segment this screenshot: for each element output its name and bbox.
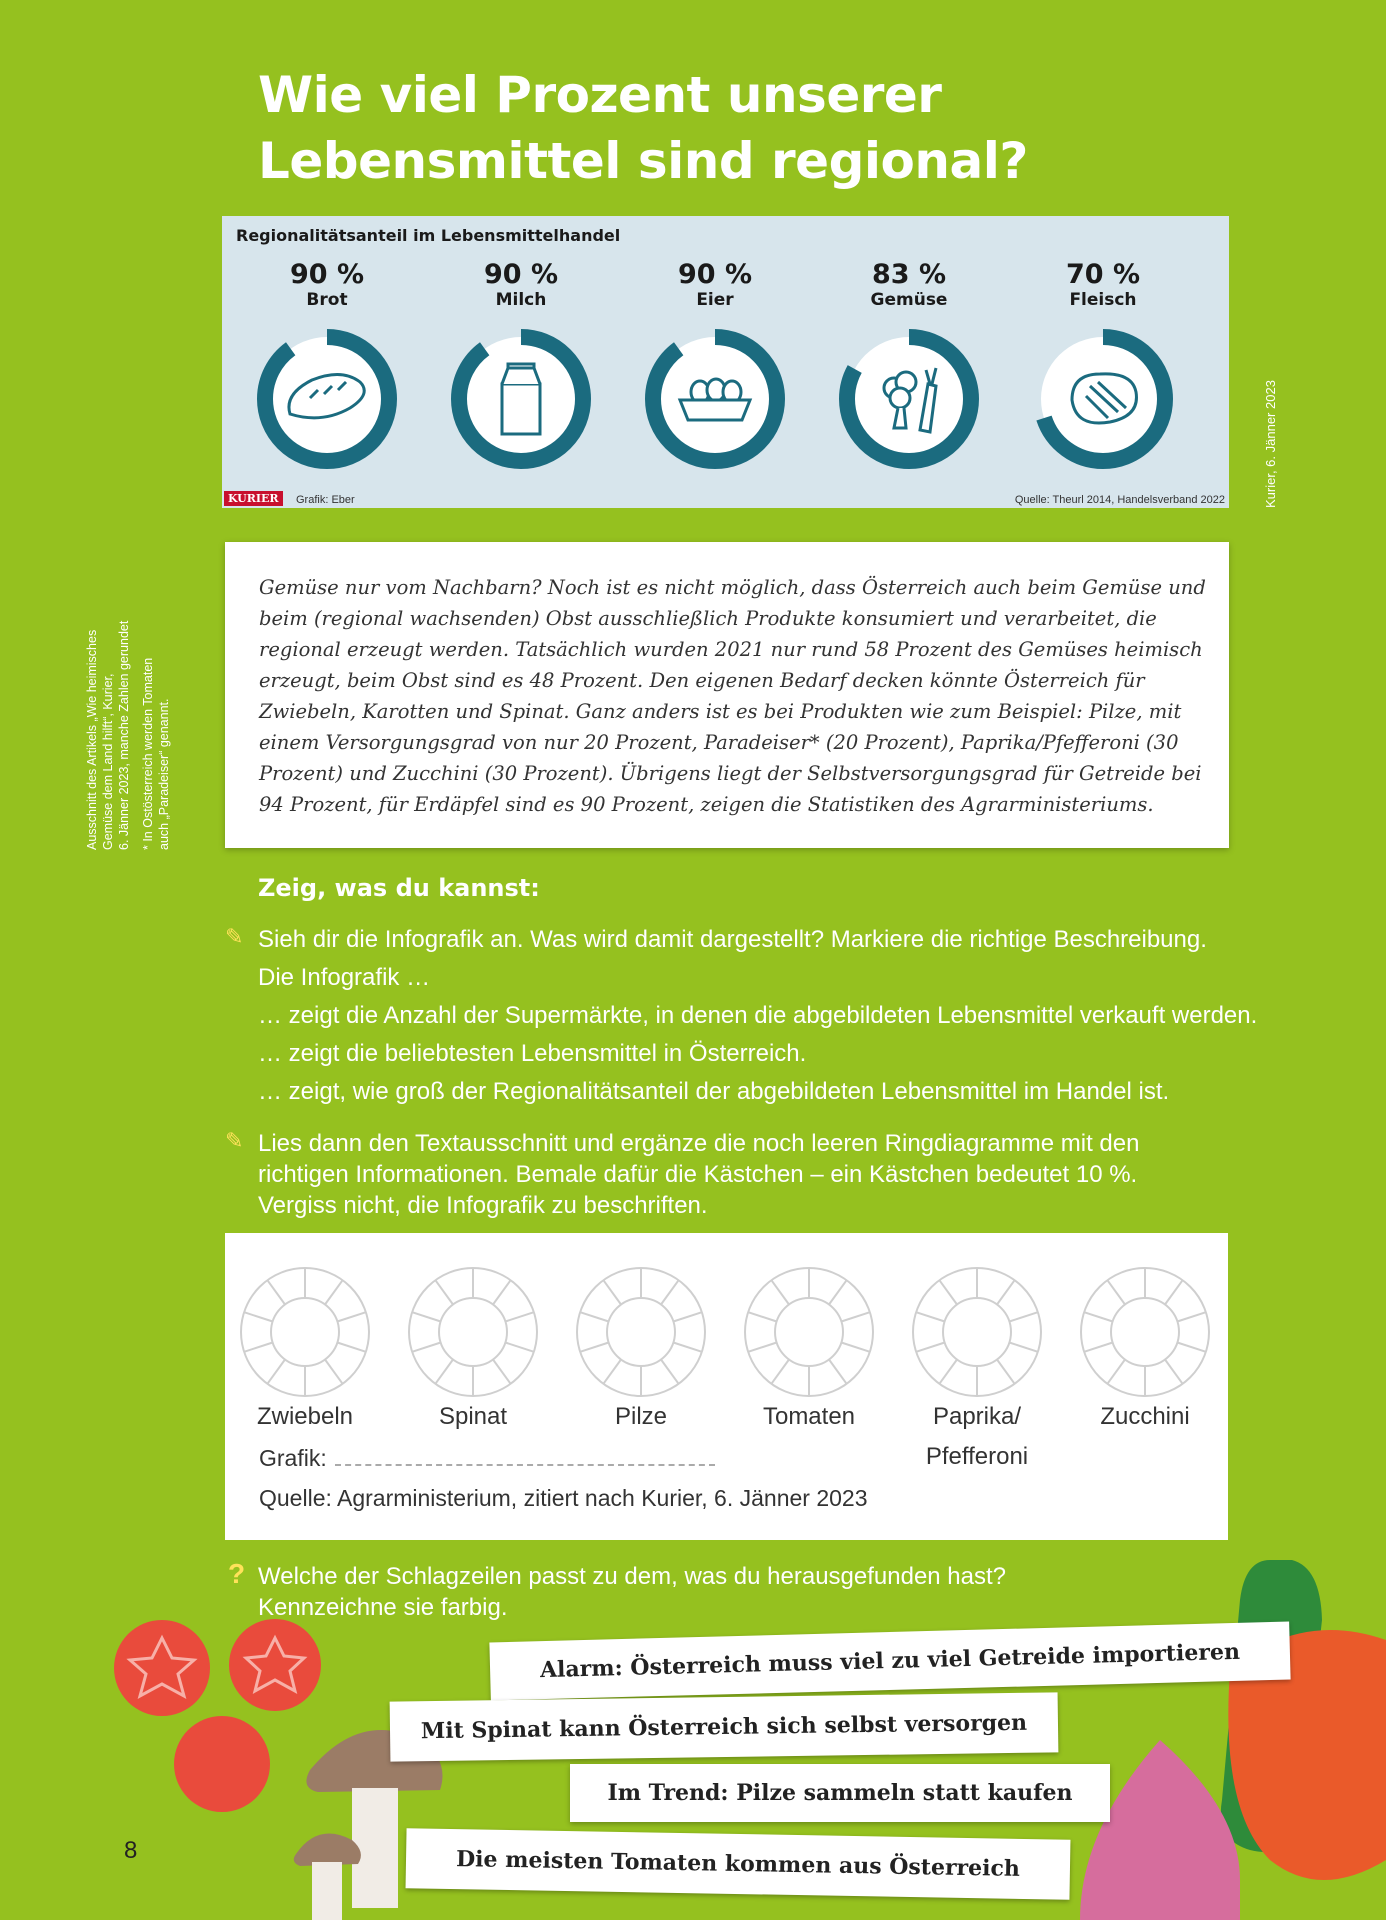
ring-segment-divider (412, 1343, 441, 1352)
ring-segment-divider (435, 1360, 453, 1384)
ring-segment-divider (1009, 1312, 1038, 1321)
ring-segment-divider (337, 1343, 366, 1352)
side-note-line: auch „Paradeiser“ genannt. (157, 698, 171, 850)
ring-segment-divider (1165, 1280, 1183, 1304)
side-note-line: 6. Jänner 2023, manche Zahlen gerundet (117, 620, 131, 850)
ring-milch (436, 260, 606, 474)
task2-line3: Vergiss nicht, die Infografik zu beschriften. (258, 1192, 708, 1219)
page-number: 8 (124, 1837, 138, 1864)
ring-segment-divider (1009, 1343, 1038, 1352)
ring-eier (630, 260, 800, 474)
ring-segment-divider (435, 1280, 453, 1304)
ring-name (897, 1397, 1057, 1477)
ring-segment-divider (603, 1360, 621, 1384)
ring-name-line1: Paprika/ (932, 1403, 1022, 1430)
task2-line2: richtigen Informationen. Bemale dafür die Kästchen – ein Kästchen bedeutet 10 %. (258, 1161, 1138, 1188)
empty-ring-pilze[interactable] (574, 1265, 708, 1399)
quelle-line: Quelle: Agrarministerium, zitiert nach Kurier, 6. Jänner 2023 (259, 1485, 868, 1511)
ring-segment-divider (829, 1280, 847, 1304)
source-credit: Quelle: Theurl 2014, Handelsverband 2022 (1014, 494, 1225, 506)
ring-segment-divider (493, 1360, 511, 1384)
ring-segment-divider (748, 1343, 777, 1352)
pencil-icon: ✎ (225, 1128, 244, 1153)
empty-ring-zwiebeln[interactable] (238, 1265, 372, 1399)
ring-segment-divider (337, 1312, 366, 1321)
kurier-logo: KURIER (224, 491, 283, 506)
ring-segment-divider (916, 1343, 945, 1352)
ring-segment-divider (412, 1312, 441, 1321)
ring-segment-divider (580, 1312, 609, 1321)
ring-percent: 90 % (483, 259, 559, 290)
ring-segment-divider (939, 1280, 957, 1304)
ring-segment-divider (493, 1280, 511, 1304)
question-icon: ? (228, 1558, 246, 1589)
ring-segment-divider (771, 1280, 789, 1304)
tomato-icon (114, 1619, 321, 1812)
milk-carton-icon (502, 364, 540, 434)
ring-segment-divider (505, 1343, 534, 1352)
task1-option-1[interactable]: … zeigt die Anzahl der Supermärkte, in denen die abgebildeten Lebensmittel verkauft werden. (258, 1002, 1258, 1029)
task2-line1: Lies dann den Textausschnitt und ergänze die noch leeren Ringdiagramme mit den (258, 1130, 1140, 1157)
ring-name: Tomaten (762, 1403, 856, 1430)
ring-segment-divider (267, 1280, 285, 1304)
ring-label: Milch (495, 290, 547, 310)
side-note-line: * In Ostösterreich werden Tomaten (141, 657, 155, 850)
ring-segment-divider (661, 1360, 679, 1384)
ring-segment-divider (1084, 1312, 1113, 1321)
grafik-credit: Grafik: Eber (296, 494, 355, 506)
ring-percent: 83 % (871, 259, 947, 290)
ring-segment-divider (673, 1343, 702, 1352)
ring-segment-divider (997, 1280, 1015, 1304)
grafik-blank[interactable] (335, 1464, 715, 1466)
ring-segment-divider (673, 1312, 702, 1321)
headline-option-2[interactable]: Mit Spinat kann Österreich sich selbst versorgen (390, 1692, 1059, 1761)
ring-fleisch (1018, 260, 1188, 474)
ring-segment-divider (244, 1312, 273, 1321)
ring-name: Zucchini (1100, 1403, 1190, 1430)
ring-name-line2: Pfefferoni (925, 1443, 1029, 1470)
task3-line2: Kennzeichne sie farbig. (258, 1594, 508, 1621)
headline-option-3[interactable]: Im Trend: Pilze sammeln statt kaufen (570, 1764, 1110, 1822)
ring-name: Spinat (438, 1403, 508, 1430)
ring-segment-divider (1084, 1343, 1113, 1352)
page-title: Wie viel Prozent unserer Lebensmittel sind regional? (258, 66, 1028, 190)
ring-percent: 90 % (289, 259, 365, 290)
ring-segment-divider (841, 1312, 870, 1321)
ring-label: Gemüse (870, 290, 948, 310)
side-note-left (84, 621, 172, 850)
ring-label: Brot (306, 290, 348, 310)
ring-segment-divider (939, 1360, 957, 1384)
article-text: Gemüse nur vom Nachbarn? Noch ist es nicht möglich, dass Österreich auch beim Gemüse und beim (regional wachsenden) Obst ausschließlich Produkte konsumiert und verarbeitet, die regional erzeugt werden. Tatsächlich wurden 2021 nur rund 58 Prozent des Gemüses heimisch erzeugt, beim Obst sind es 48 Prozent. Den eigenen Bedarf decken könnte Österreich für Zwiebeln, Karotten und Spinat. Ganz anders ist es bei Produkten wie zum Beispiel: Pilze, mit einem Versorgungsgrad von nur 20 Prozent, Paradeiser* (20 Prozent), Paprika/Pfefferoni (30 Prozent) und Zucchini (30 Prozent). Übrigens liegt der Selbstversorgungsgrad für Getreide bei 94 Prozent, für Erdäpfel sind es 90 Prozent, zeigen die Statistiken des Agrarministeriums. (259, 576, 1206, 816)
ring-segment-divider (829, 1360, 847, 1384)
infographic-subtitle: Regionalitätsanteil im Lebensmittelhandel (236, 226, 621, 245)
ring-segment-divider (771, 1360, 789, 1384)
side-note-line: Gemüse dem Land hilft“, Kurier, (101, 673, 115, 850)
ring-segment-divider (997, 1360, 1015, 1384)
ring-segment-divider (1107, 1360, 1125, 1384)
side-note-line: Ausschnitt des Artikels „Wie heimisches (85, 629, 99, 850)
donut-chart (252, 324, 402, 474)
task3-line1: Welche der Schlagzeilen passt zu dem, was du herausgefunden hast? (258, 1563, 1007, 1590)
ring-segment-divider (1177, 1343, 1206, 1352)
ring-label: Eier (696, 290, 734, 310)
empty-ring-spinat[interactable] (406, 1265, 540, 1399)
article-excerpt-box (225, 542, 1229, 848)
headline-option-1[interactable]: Alarm: Österreich muss viel zu viel Getreide importieren (489, 1622, 1290, 1701)
donut-chart (446, 324, 596, 474)
ring-percent: 90 % (677, 259, 753, 290)
ring-segment-divider (603, 1280, 621, 1304)
empty-ring-zucchini[interactable] (1078, 1265, 1212, 1399)
task1-lead: Die Infografik … (258, 964, 431, 991)
donut-chart (640, 324, 790, 474)
empty-ring-tomaten[interactable] (742, 1265, 876, 1399)
pencil-icon: ✎ (225, 924, 244, 949)
ring-segment-divider (267, 1360, 285, 1384)
task1-option-3[interactable]: … zeigt, wie groß der Regionalitätsanteil der abgebildeten Lebensmittel im Handel ist. (258, 1078, 1170, 1105)
side-note-right: Kurier, 6. Jänner 2023 (1263, 380, 1278, 508)
ring-segment-divider (1107, 1280, 1125, 1304)
donut-chart (1028, 324, 1178, 474)
ring-label: Fleisch (1069, 290, 1137, 310)
ring-brot (242, 260, 412, 474)
task1-prompt: Sieh dir die Infografik an. Was wird damit dargestellt? Markiere die richtige Beschreibung. (258, 926, 1207, 953)
donut-chart (834, 324, 984, 474)
ring-segment-divider (1177, 1312, 1206, 1321)
grafik-label: Grafik: (259, 1445, 327, 1471)
empty-ring-paprika[interactable] (910, 1265, 1044, 1399)
headline-option-4[interactable]: Die meisten Tomaten kommen aus Österreich (406, 1828, 1071, 1900)
ring-segment-divider (244, 1343, 273, 1352)
ring-gemuese (824, 260, 994, 474)
ring-name: Zwiebeln (256, 1403, 354, 1430)
ring-segment-divider (1165, 1360, 1183, 1384)
ring-segment-divider (325, 1280, 343, 1304)
task1-option-2[interactable]: … zeigt die beliebtesten Lebensmittel in Österreich. (258, 1040, 807, 1067)
ring-segment-divider (748, 1312, 777, 1321)
ring-segment-divider (325, 1360, 343, 1384)
ring-name: Pilze (614, 1403, 668, 1430)
ring-segment-divider (916, 1312, 945, 1321)
ring-segment-divider (841, 1343, 870, 1352)
empty-rings-worksheet (225, 1233, 1228, 1540)
infographic-panel (222, 216, 1229, 508)
steak-icon (1072, 374, 1136, 423)
ring-percent: 70 % (1065, 259, 1141, 290)
ring-segment-divider (505, 1312, 534, 1321)
ring-segment-divider (580, 1343, 609, 1352)
ring-segment-divider (661, 1280, 679, 1304)
grafik-label-line (259, 1445, 715, 1472)
task-heading: Zeig, was du kannst: (258, 874, 540, 902)
